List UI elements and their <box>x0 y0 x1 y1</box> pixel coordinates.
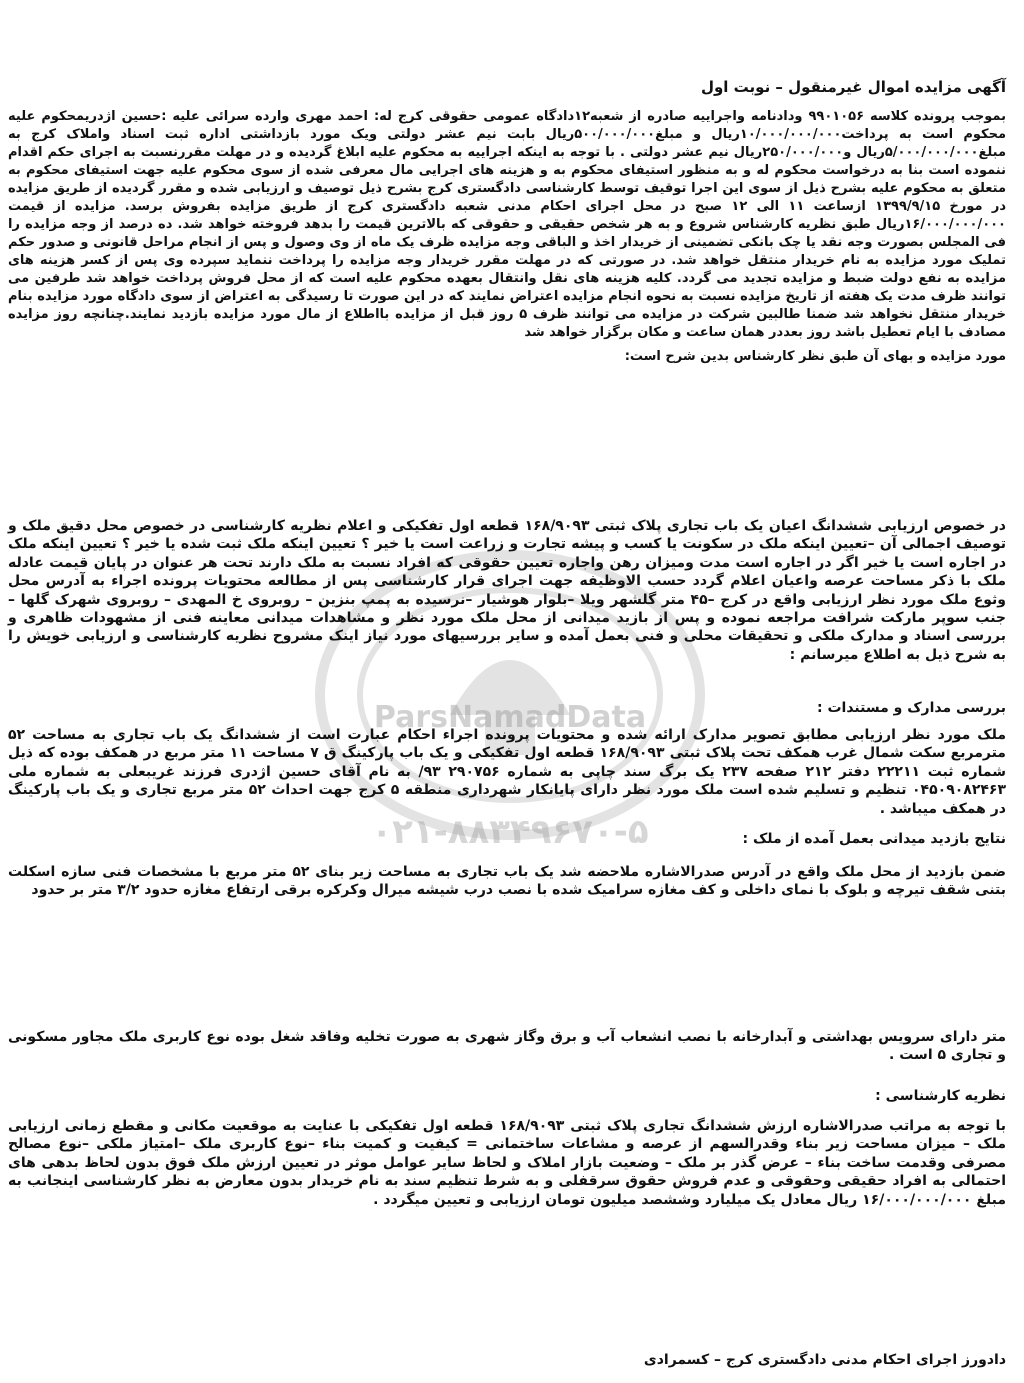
appraisal-intro: در خصوص ارزیابی ششدانگ اعیان یک باب تجاری پلاک ثبتی ۱۶۸/۹۰۹۳ قطعه اول تفکیکی و اعلام نظریه کارشناسی در خصوص محل دقیق ملک و توصیف اجمالی آن –تعیین اینکه ملک در سکونت یا کسب و پیشه تجارت و زراعت است یا خیر ؟ تعیین اینکه ملک ثبت شده یا خیر ؟ تعیین اینکه ملک در اجاره است یا خیر اگر در اجاره است مدت ومیزان رهن واجاره تعیین حقوقی که افراد نسبت به ملک دارند تحت هر عنوان در پایان قیمت عادله ملک با ذکر مساحت عرصه واعیان اعلام گردد حسب الاوظیفه جهت اجرای قرار کارشناسی پس از مطالعه محتویات پرونده اجراء به آدرس محل وثوع ملک مورد نظر ارزیابی واقع در کرج –۴۵ متر گلشهر ویلا –بلوار هوشیار –نرسیده به پمپ بنزین – روبروی خ المهدی – روبروی شهرک گلها –جنب سوپر مارکت شرافت مراجعه نموده و پس از بازید میدانی از محل ملک مورد نظر و مشاهدات میدانی معاینه فنی از مشهودات ظاهری و بررسی اسناد و مدارک ملکی و تحقیقات محلی و فنی بعمل آمده و سایر بررسیهای مورد نیاز اینک مشروح نظریه کارشناسی و ارزیابی خویش را به شرح ذیل به اطلاع میرسانم : <box>8 518 1006 663</box>
opinion-text: با توجه به مراتب صدرالاشاره ارزش ششدانگ تجاری پلاک ثبتی ۱۶۸/۹۰۹۳ قطعه اول تفکیکی با عنایت به موقعیت مکانی و مقطع زمانی ارزیابی ملک – میزان مساحت زیر بناء وقدرالسهم از عرصه و مشاعات ساختمانی = کیفیت و کمیت بناء –نوع کاربری ملک –امتیاز ملکی –نوع مصالح مصرفی وقدمت ساخت بناء – عرض گذر بر ملک – وضعیت بازار املاک و لحاظ سایر عوامل موثر در تعیین ارزش ملک فوق بدون لحاظ بدهی های احتمالی به افراد حقیقی وحقوقی و عدم فروش حقوق سرقفلی و به شرط تنظیم سند به نام خریدار بدون معارض به نظر کارشناسی اینجانب به مبلغ ۱۶/۰۰۰/۰۰۰/۰۰۰ ریال معادل یک میلیارد وششصد میلیون تومان ارزیابی و تعیین میگردد . <box>8 1118 1006 1208</box>
notice-title: آگهی مزایده اموال غیرمنقول – نوبت اول <box>700 78 1006 96</box>
notice-paragraph-1: بموجب پرونده کلاسه ۹۹۰۱۰۵۶ ودادنامه واجراییه صادره از شعبه۱۲دادگاه عمومی حقوقی کرج له: احمد مهری وارده سرائی علیه :حسین اژدریمحکوم علیه محکوم است به پرداخت۱۰/۰۰۰/۰۰۰/۰۰۰ریال و مبلغ۵۰۰/۰۰۰/۰۰۰ریال بابت نیم عشر دولتی ویک مورد بازداشتی اداره ثبت اسناد واملاک کرج به مبلغ۵/۰۰۰/۰۰۰/۰۰۰ریال و۲۵۰/۰۰۰/۰۰۰ریال نیم عشر دولتی . با توجه به اینکه اجراییه به محکوم علیه ابلاغ گردیده و در مهلت مقررنسبت به اجرای حکم اقدام ننموده است بنا به درخواست محکوم له و به منظور استیفای محکوم به و هزینه های اجرایی مال معرفی شده از سوی محکوم علیه جهت استیفای محکوم به متعلق به محکوم علیه بشرح ذیل از سوی این اجرا توقیف توسط کارشناسی دادگستری کرج بشرح ذیل توصیف و ارزیابی شده و مقرر گردیده از طریق مزایده در مورخ ۱۳۹۹/۹/۱۵ ازساعت ۱۱ الی ۱۲ صبح در محل اجرای احکام مدنی شعبه دادگستری کرج از طریق مزایده بفروش برسد. مزایده از قیمت ۱۶/۰۰۰/۰۰۰/۰۰۰ریال طبق نظریه کارشناس شروع و به هر شخص حقیقی و حقوقی که بالاترین قیمت را بدهد فروخته خواهد شد. ده درصد از وجه مزایده را فی المجلس بصورت وجه نقد یا چک بانکی تضمینی از خریدار اخذ و الباقی وجه مزایده ظرف یک ماه از وی وصول و پس از انجام مراحل قانونی و صدور حکم تملیک مورد مزایده به نام خریدار منتقل خواهد شد. در صورتی که در مهلت مقرر خریدار وجه مزایده را پرداخت ننماید سپرده وی پس از کسر هزینه های مزایده به نفع دولت ضبط و مزایده تجدید می گردد. کلیه هزینه های نقل وانتقال بعهده محکوم علیه است که از محل فروش پرداخت خواهد شد طرفین می توانند ظرف مدت یک هفته از تاریخ مزایده نسبت به نحوه انجام مزایده اعتراض نمایند که در این صورت تا رسیدگی به اعتراض از سوی دادگاه مورد مزایده بنام خریدار منتقل نخواهد شد ضمنا طالبین شرکت در مزایده می توانند ظرف ۵ روز قبل از مزایده بااطلاع از مال مورد مزایده بازدید نمایند.چنانچه روز مزایده مصادف با ایام تعطیل باشد روز بعددر همان ساعت و مکان برگزار خواهد شد <box>8 109 1006 340</box>
visit-text: ضمن بازدید از محل ملک واقع در آدرس صدرالاشاره ملاحضه شد یک باب تجاری به مساحت زیر بنای ۵۲ متر مربع با مشخصات فنی سازه اسکلت بتنی شقف تیرچه و بلوک با نمای داخلی و کف مغازه سرامیک شده با نصب درب شیشه میرال وکرکره برقی ارتفاع مغازه حدود ۳/۲ متر بر حدود <box>8 864 1006 899</box>
signature-line: دادورز اجرای احکام مدنی دادگستری کرج – کسمرادی <box>643 1352 1006 1368</box>
visit-heading: نتایج بازدید میدانی بعمل آمده از ملک : <box>742 831 1006 847</box>
documents-text: ملک مورد نظر ارزیابی مطابق تصویر مدارک ارائه شده و محتویات پرونده اجراء احکام عبارت است از ششدانگ یک باب تجاری به مساحت ۵۲ مترمربع سکت شمال غرب همکف تحت پلاک ثبتی ۱۶۸/۹۰۹۳ قطعه اول تفکیکی و یک باب پارکینگ ق ۷ مساحت ۱۱ متر مربع در همکف بوده که ذیل شماره ثبت ۲۲۲۱۱ دفتر ۲۱۲ صفحه ۲۳۷ یک برگ سند چاپی به شماره ۲۹۰۷۵۶ ۹۳/ به نام آقای حسین اژدری فرزند غریبعلی به شماره ملی ۰۴۵۰۹۰۸۲۴۶۳ تنظیم و تسلیم شده است ملک مورد نظر دارای پایانکار شهرداری منطقه ۵ کرج جهت احداث ۵۲ متر مربع تجاری و یک باب پارکینگ در همکف میباشد . <box>8 727 1007 817</box>
visit-text-continued: متر دارای سرویس بهداشتی و آبدارخانه با نصب انشعاب آب و برق وگاز شهری به صورت تخلیه وفاقد شغل بوده نوع کاربری ملک مجاور مسکونی و تجاری ۵ است . <box>8 1029 1006 1064</box>
watermark-brand: ParsNamadData <box>373 700 647 735</box>
opinion-heading: نظریه کارشناسی : <box>875 1088 1006 1104</box>
notice-paragraph-2: مورد مزایده و بهای آن طبق نظر کارشناس بدین شرح است: <box>624 349 1006 364</box>
watermark-phone: ۰۲۱-۸۸۳۴۹۶۷۰-۵ <box>371 812 649 852</box>
documents-heading: بررسی مدارک و مستندات : <box>817 700 1006 716</box>
